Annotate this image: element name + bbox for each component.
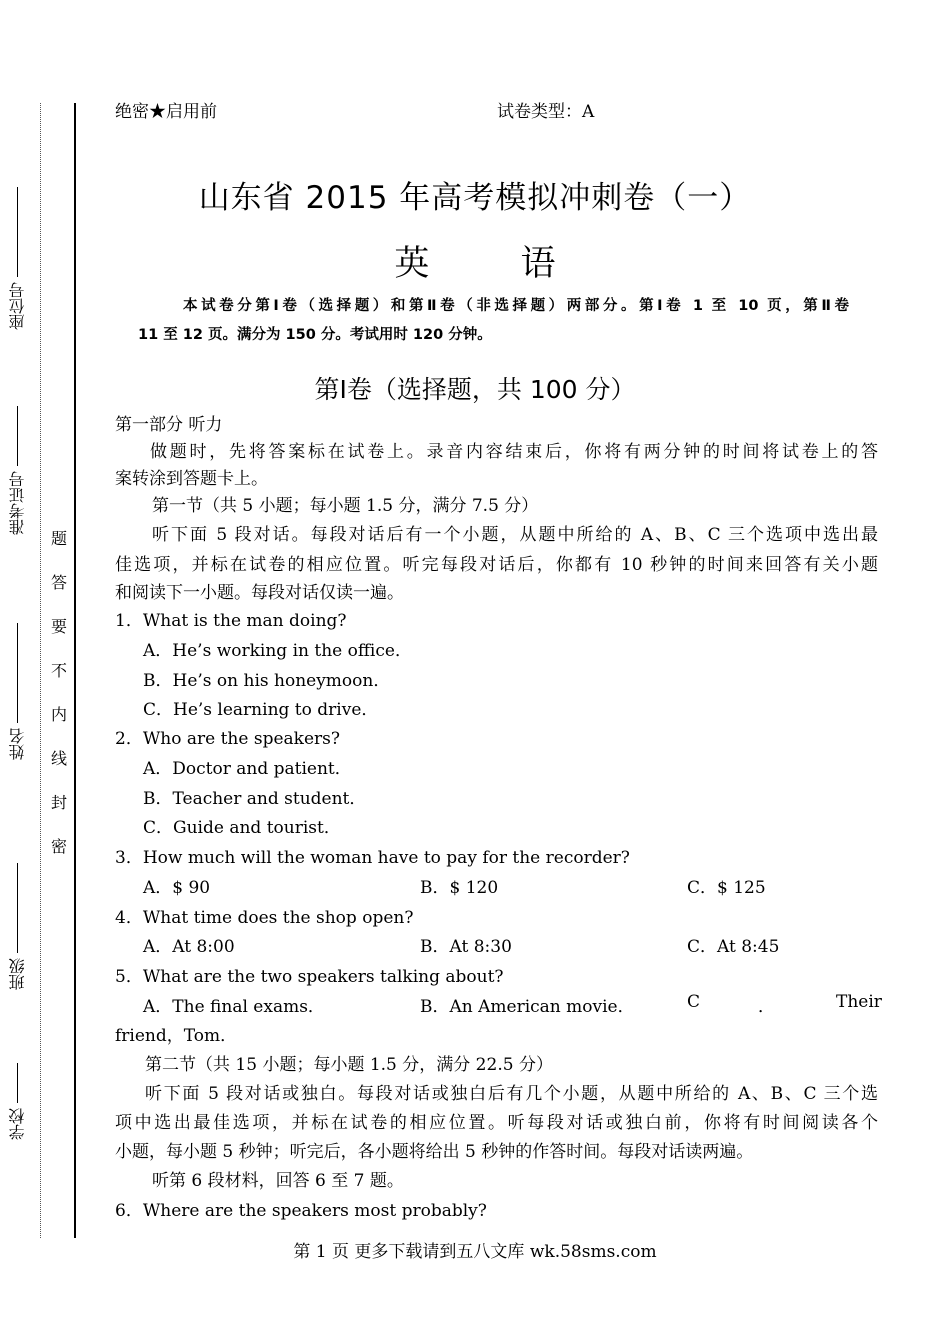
q5-option-c-word: Their <box>836 992 882 1012</box>
q4-option-b: B．At 8:30 <box>420 937 512 957</box>
school-label: 学校 <box>4 1050 32 1140</box>
exam-title: 山东省 2015 年高考模拟冲刺卷（一） <box>198 180 752 216</box>
page-footer: 第 1 页 更多下载请到五八文库 wk.58sms.com <box>293 1242 657 1262</box>
material-6-instruction: 听第 6 段材料，回答 6 至 7 题。 <box>152 1171 404 1191</box>
name-label: 姓名 <box>4 610 32 760</box>
q1-option-a: A．He’s working in the office． <box>143 641 412 661</box>
q5-option-c-dot: ． <box>758 997 775 1017</box>
section2-line-3: 小题，每小题 5 秒钟；听完后，各小题将给出 5 秒钟的作答时间。每段对话读两遍。 <box>115 1142 754 1162</box>
question-6: 6．Where are the speakers most probably? <box>115 1201 487 1221</box>
class-label: 班级 <box>4 840 32 990</box>
q3-option-b: B．$ 120 <box>420 878 499 898</box>
q1-option-b: B．He’s on his honeymoon． <box>143 671 391 691</box>
paper-type: 试卷类型：A <box>497 102 595 122</box>
confidential-mark: 绝密★启用前 <box>115 102 217 122</box>
subject-title: 英 语 <box>394 244 596 284</box>
q5-option-c-letter: C <box>687 992 701 1012</box>
instruction-line-1: 做题时，先将答案标在试卷上。录音内容结束后，你将有两分钟的时间将试卷上的答 <box>150 442 878 462</box>
q2-option-a: A．Doctor and patient． <box>143 759 352 779</box>
section1-line-3: 和阅读下一小题。每段对话仅读一遍。 <box>115 583 404 603</box>
section1-line-1: 听下面 5 段对话。每段对话后有一个小题，从题中所给的 A、B、C 三个选项中选出最 <box>152 525 878 545</box>
intro-line-1: 本试卷分第Ⅰ卷（选择题）和第Ⅱ卷（非选择题）两部分。第Ⅰ卷 1 至 10 页，第Ⅱ卷 <box>183 298 849 314</box>
section1-title: 第一节（共 5 小题；每小题 1.5 分，满分 7.5 分） <box>152 496 539 516</box>
question-2: 2．Who are the speakers? <box>115 729 340 749</box>
q5-option-a: A．The final exams． <box>143 997 325 1017</box>
intro-line-2: 11 至 12 页。满分为 150 分。考试用时 120 分钟。 <box>138 327 492 343</box>
question-1: 1．What is the man doing? <box>115 611 347 631</box>
q3-option-a: A．$ 90 <box>143 878 211 898</box>
q3-option-c: C．$ 125 <box>687 878 766 898</box>
seal-line-notice: 题 答 要 不 内 线 封 密 <box>50 529 67 856</box>
section2-line-1: 听下面 5 段对话或独白。每段对话或独白后有几个小题，从题中所给的 A、B、C 三个选 <box>145 1084 878 1104</box>
q5-option-b: B．An American movie． <box>420 997 635 1017</box>
q5-option-c-wrap: friend，Tom． <box>115 1026 238 1046</box>
section-title: 第Ⅰ卷（选择题，共 100 分） <box>314 375 636 404</box>
question-5: 5．What are the two speakers talking about? <box>115 967 504 987</box>
section2-title: 第二节（共 15 小题；每小题 1.5 分，满分 22.5 分） <box>145 1055 553 1075</box>
instruction-line-2: 案转涂到答题卡上。 <box>115 469 268 489</box>
seat-number-label: 座位号 <box>4 170 32 330</box>
section2-line-2: 项中选出最佳选项，并标在试卷的相应位置。听每段对话或独白前，你将有时间阅读各个 <box>115 1113 878 1133</box>
question-3: 3．How much will the woman have to pay for the recorder? <box>115 848 630 868</box>
exam-number-label: 准考证号 <box>4 395 32 535</box>
q1-option-c: C．He’s learning to drive． <box>143 700 379 720</box>
question-4: 4．What time does the shop open? <box>115 908 414 928</box>
part1-title: 第一部分 听力 <box>115 415 223 435</box>
q4-option-a: A．At 8:00 <box>143 937 235 957</box>
section1-line-2: 佳选项，并标在试卷的相应位置。听完每段对话后，你都有 10 秒钟的时间来回答有关小题 <box>115 555 878 575</box>
q4-option-c: C．At 8:45 <box>687 937 780 957</box>
q2-option-b: B．Teacher and student． <box>143 789 367 809</box>
q2-option-c: C．Guide and tourist． <box>143 818 341 838</box>
